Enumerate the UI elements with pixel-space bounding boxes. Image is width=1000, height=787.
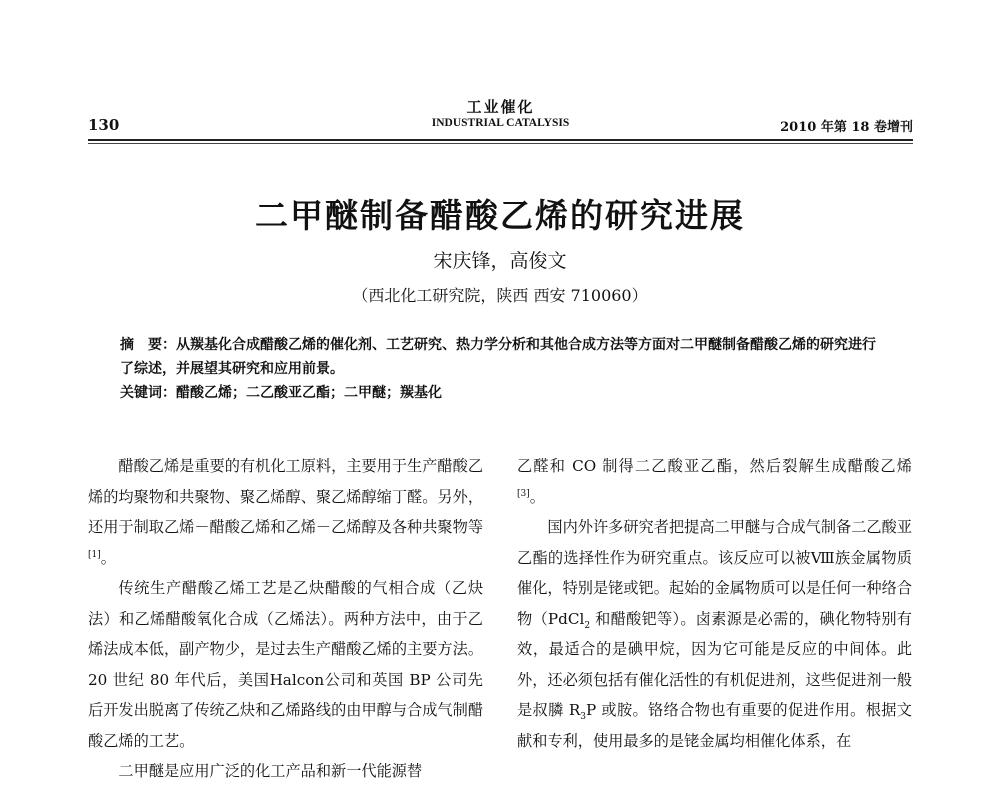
paragraph: 二甲醚是应用广泛的化工产品和新一代能源替: [118, 762, 423, 780]
paragraph: 国内外许多研究者把提高二甲醚与合成气制备二乙酸亚乙酯的选择性作为研究重点。该反应可以被Ⅷ族金属物质催化，特别是铑或钯。起始的金属物质可以是任何一种络合物（PdCl$_2$ 和醋酸钯等）。卤素源是必需的，碘化物特别有效，最适合的是碘甲烷，因为它可能是反应的中间体。此外，还必须包括有催化活性的有机促进剂，这些促进剂一般是叔膦 $R_3P$ 或胺。铬络合物也有重要的促进作用。根据文献和专利，使用最多的是铑金属均相催化体系，在: [517, 518, 912, 750]
keywords: [120, 381, 880, 405]
affiliation: （西北化工研究院，陕西 西安 710060）: [352, 286, 648, 305]
body-column-left: [88, 451, 483, 787]
abstract: [120, 333, 880, 381]
keywords-text: 醋酸乙烯；二乙酸亚乙酯；二甲醚；羰基化: [176, 385, 442, 401]
paragraph: 传统生产醋酸乙烯工艺是乙炔醋酸的气相合成（乙炔法）和乙烯醋酸氧化合成（乙烯法）。两种方法中，由于乙烯法成本低，副产物少，是过去生产醋酸乙烯的主要方法。20 世纪 80 年代后，美国Halcon公司和英国 BP 公司先后开发出脱离了传统乙炔和乙烯路线的由甲醇与合成气制醋酸乙烯的工艺。: [88, 579, 483, 750]
article-title: 二甲醚制备醋酸乙烯的研究进展: [255, 196, 745, 235]
issue-info: 2010 年第 18 卷增刊: [780, 120, 913, 135]
header-rule-thin: [88, 143, 913, 144]
abstract-label: 摘 要：: [120, 337, 176, 353]
citation: [3]: [517, 488, 530, 499]
citation: [1]: [88, 549, 101, 560]
header-rule-thick: [88, 139, 913, 141]
paragraph: 乙醛和 CO 制得二乙酸亚乙酯，然后裂解生成醋酸乙烯[3]。: [517, 457, 912, 506]
page-header: [88, 96, 913, 136]
body-column-right: [517, 451, 912, 756]
keywords-label: 关键词：: [120, 385, 176, 401]
abstract-block: [120, 333, 880, 405]
paragraph: 醋酸乙烯是重要的有机化工原料，主要用于生产醋酸乙烯的均聚物和共聚物、聚乙烯醇、聚乙烯醇缩丁醛。另外，还用于制取乙烯－醋酸乙烯和乙烯－乙烯醇及各种共聚物等[1]。: [88, 457, 483, 567]
authors: 宋庆锋，高俊文: [433, 250, 567, 272]
journal-title-cn: 工业催化: [466, 98, 535, 116]
abstract-text: 从羰基化合成醋酸乙烯的催化剂、工艺研究、热力学分析和其他合成方法等方面对二甲醚制备醋酸乙烯的研究进行了综述，并展望其研究和应用前景。: [120, 337, 876, 377]
page-number: 130: [88, 116, 120, 134]
journal-title-en: INDUSTRIAL CATALYSIS: [431, 117, 570, 129]
